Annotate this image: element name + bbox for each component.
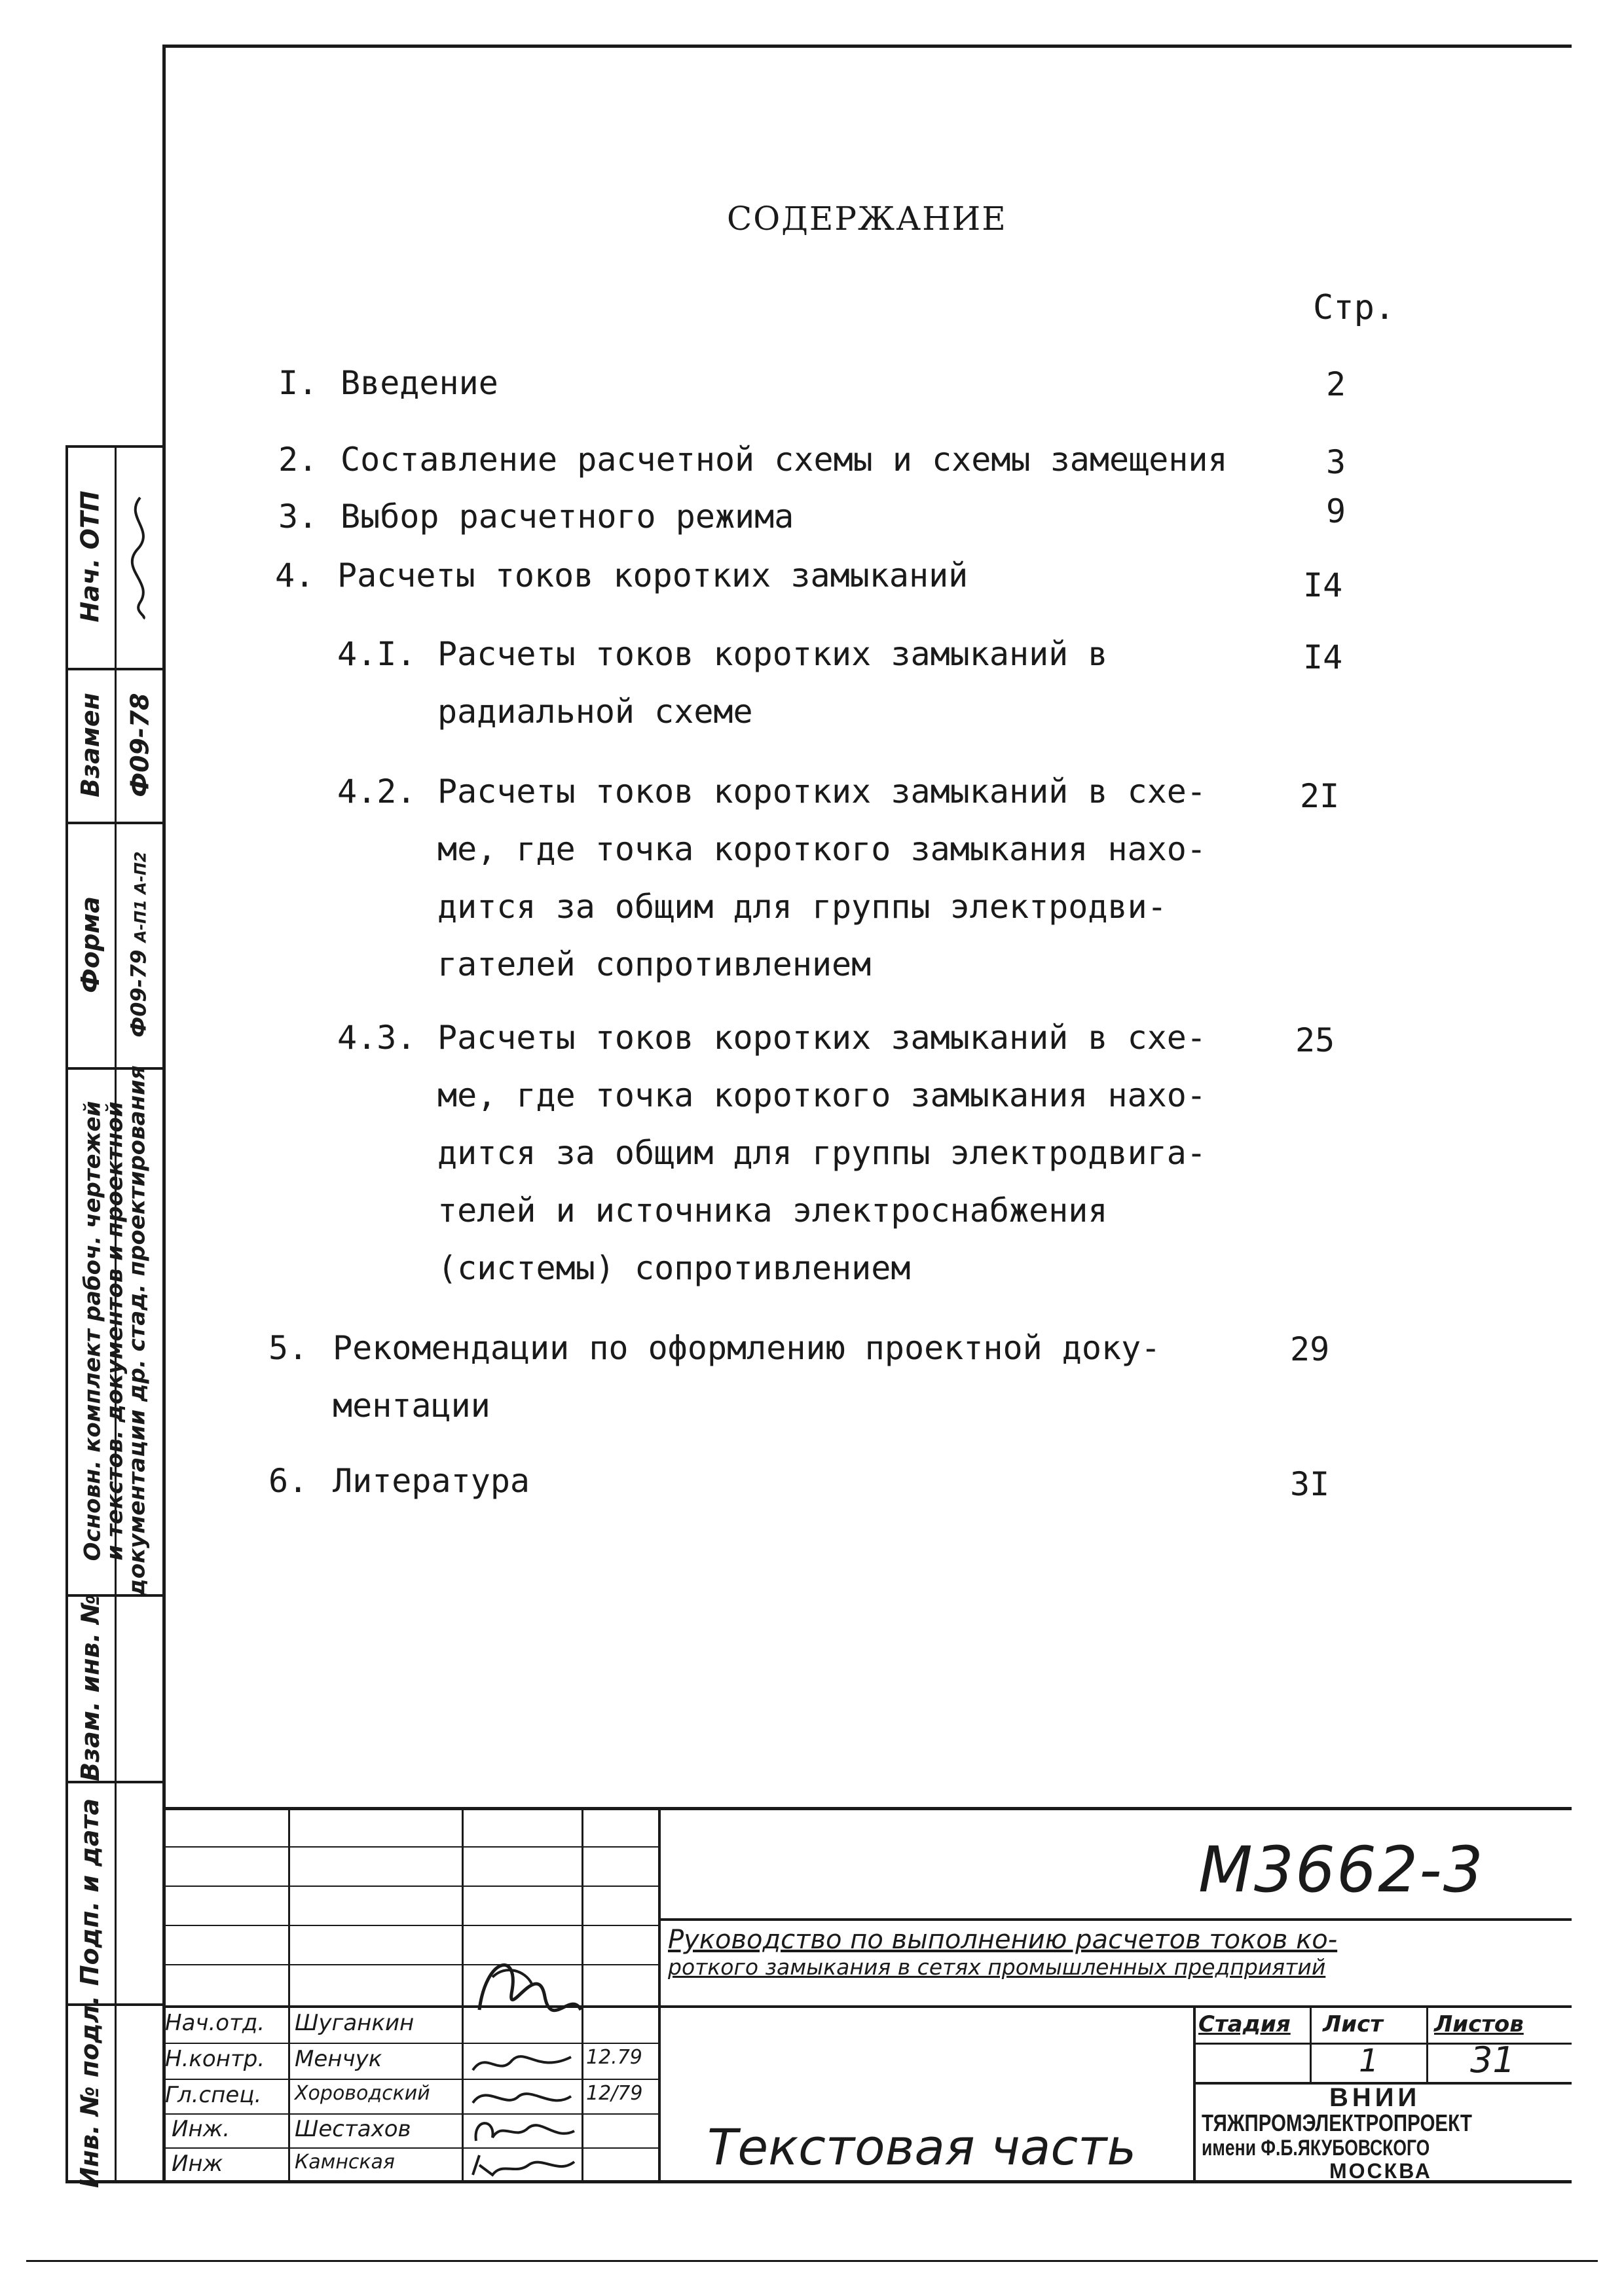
toc-entry-text: (системы) сопротивлением [437,1249,911,1287]
signature-nach-otp [115,445,165,668]
signature-5 [466,2149,578,2181]
osnovn-line: и текстов. документов и проектной [102,1101,129,1561]
toc-entry-text: радиальной схеме [437,693,753,731]
toc-entry-number: I. [278,364,318,402]
toc-entry-text: ментации [333,1387,490,1425]
stage-label: Стадия [1198,2011,1291,2037]
toc-entry-text: ме, где точка короткого замыкания нахо- [437,830,1206,868]
doc-title-line: Руководство по выполнению расчетов токов ко- [668,1925,1338,1955]
toc-entry-text: Выбор расчетного режима [341,498,794,536]
forma-codes: А-П1 А-П2 [132,851,150,943]
role-label: Инж. [172,2116,231,2142]
osnovn-line: Основн. комплект рабоч. чертежей [80,1101,107,1561]
toc-entry-text: дится за общим для группы электродви- [437,888,1167,926]
side-label-inv-podl: Инв. № подл. [75,1995,105,2189]
page-column-header: Стр. [1313,288,1395,327]
section-name: Текстовая часть [707,2118,1137,2176]
toc-entry-text: Расчеты токов коротких замыканий в схе- [437,1019,1206,1057]
toc-entry-text: телей и источника электроснабжения [437,1192,1108,1230]
toc-entry-number: 3. [278,498,318,536]
toc-entry-number: 4.3. [337,1019,416,1057]
signature-4 [466,2115,578,2149]
org-name-line: ТЯЖПРОМЭЛЕКТРОПРОЕКТ [1202,2109,1472,2136]
toc-entry-page: I4 [1303,638,1343,676]
toc-entry-text: Расчеты токов коротких замыканий в [437,635,1108,673]
role-label: Н.контр. [165,2046,265,2072]
toc-entry-page: I4 [1303,566,1343,604]
frame-top [162,45,1572,48]
org-name-line: ВНИИ [1329,2083,1421,2112]
signature-3 [466,2080,578,2116]
toc-entry-page: 3I [1290,1465,1330,1503]
org-name-line: МОСКВА [1329,2159,1432,2183]
sign-date: 12/79 [586,2082,643,2105]
toc-entry-number: 4.2. [337,773,416,811]
person-name: Камнская [295,2151,395,2174]
sheet-label: Лист [1323,2011,1383,2037]
sheet-value: 1 [1359,2043,1379,2079]
side-label-vzamen: Взамен [75,692,105,797]
signature-2 [466,2044,578,2080]
side-value-forma [126,851,154,1037]
person-name: Шестахов [295,2116,411,2142]
toc-entry-text: Литература [333,1462,530,1500]
side-label-vzam-inv: Взам. инв. № [75,1594,105,1781]
toc-entry-text: Составление расчетной схемы и схемы замещения [341,441,1228,479]
side-label-forma: Форма [75,896,105,993]
toc-entry-text: гателей сопротивлением [437,945,872,983]
person-name: Шуганкин [295,2010,415,2036]
forma-value: Ф09-79 [126,949,151,1038]
org-name-line: имени Ф.Б.ЯКУБОВСКОГО [1202,2136,1430,2160]
role-label: Гл.спец. [165,2082,262,2108]
sheets-value: 31 [1470,2039,1515,2081]
toc-entry-text: Рекомендации по оформлению проектной доку- [333,1329,1161,1367]
toc-entry-number: 2. [278,441,318,479]
sheets-label: Листов [1434,2011,1524,2037]
toc-entry-page: 2I [1300,777,1340,815]
toc-entry-text: Введение [341,364,498,402]
toc-entry-page: 25 [1295,1021,1335,1059]
doc-title-line: роткого замыкания в сетях промышленных предприятий [668,1954,1326,1980]
signature-1 [466,1931,584,2043]
toc-entry-text: дится за общим для группы электродвига- [437,1134,1206,1172]
bottom-page-line [26,2260,1598,2262]
toc-entry-text: Расчеты токов коротких замыканий в схе- [437,773,1206,811]
toc-entry-page: 29 [1290,1330,1330,1368]
doc-code: М3662-3 [1198,1833,1485,1906]
toc-entry-page: 2 [1326,365,1346,403]
role-label: Инж [172,2151,223,2177]
sign-date: 12.79 [586,2046,642,2069]
toc-entry-number: 5. [268,1329,308,1367]
toc-entry-text: ме, где точка короткого замыкания нахо- [437,1076,1206,1114]
osnovn-line: документации др. стад. проектирования [124,1065,151,1597]
page-title: СОДЕРЖАНИЕ [727,200,1007,238]
person-name: Менчук [295,2046,382,2072]
side-label-nach-otp: Нач. ОТП [75,490,105,623]
role-label: Нач.отд. [165,2010,265,2036]
toc-entry-page: 9 [1326,492,1346,530]
toc-entry-page: 3 [1326,443,1346,481]
side-value-vzamen: Ф09-78 [125,692,155,797]
toc-entry-number: 4. [275,556,315,594]
toc-entry-number: 6. [268,1462,308,1500]
toc-entry-text: Расчеты токов коротких замыканий [337,556,969,594]
side-label-podp-data: Подп. и дата [75,1798,105,1986]
toc-entry-number: 4.I. [337,635,416,673]
side-label-osnovn [82,1065,149,1596]
person-name: Хороводский [295,2082,430,2105]
